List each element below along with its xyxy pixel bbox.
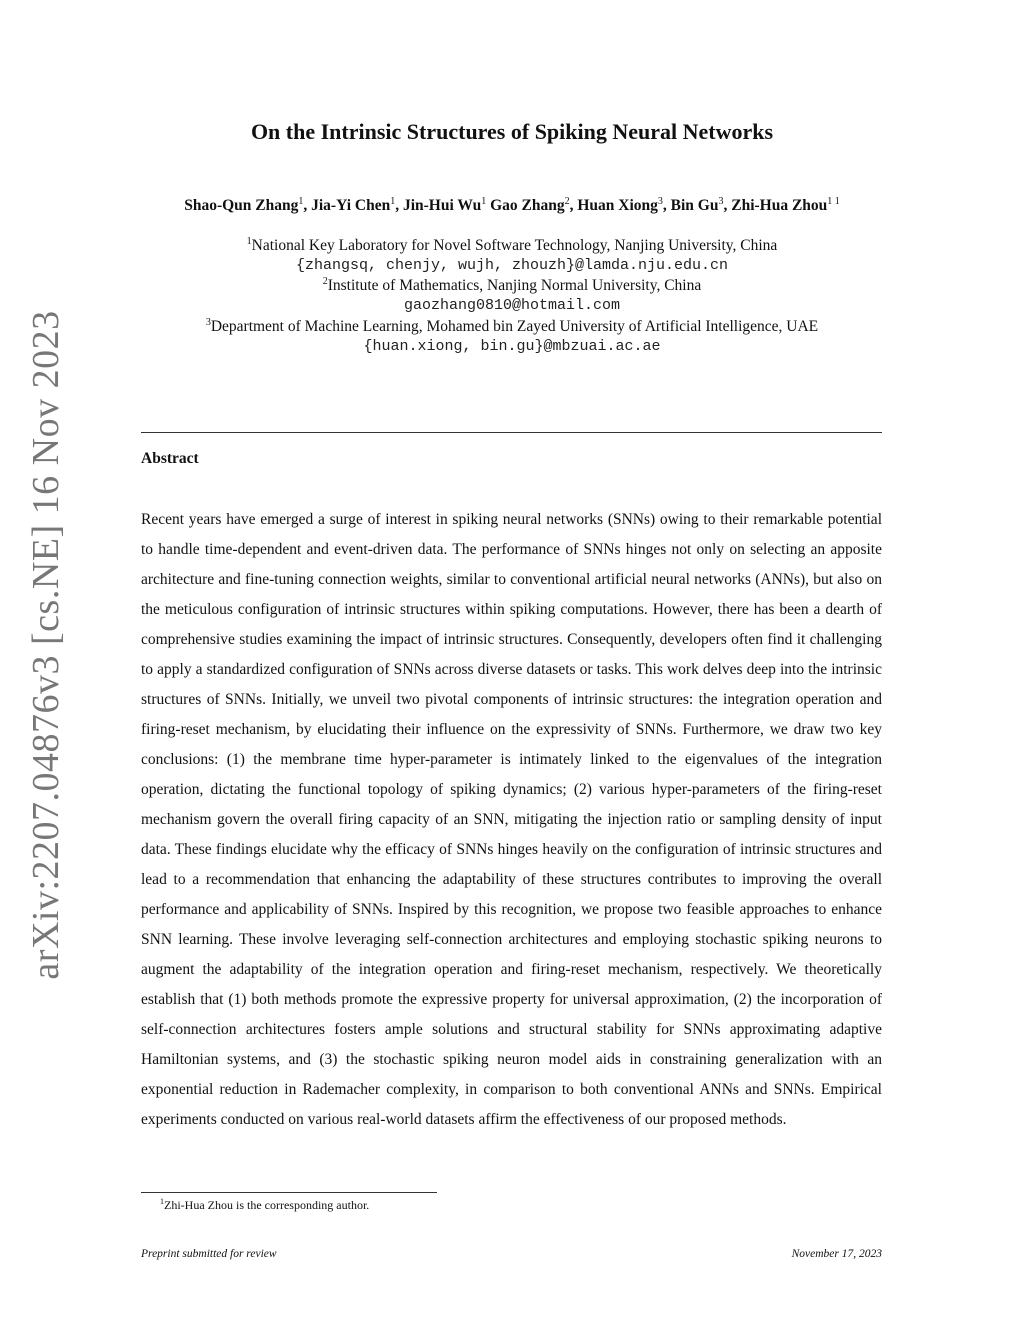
author: Bin Gu$^3$,	[670, 196, 732, 215]
author: Shao-Qun Zhang$^1$,	[184, 196, 312, 215]
author: Huan Xiong$^3$,	[577, 196, 671, 215]
abstract-heading: Abstract	[141, 450, 199, 467]
author: Jin-Hui Wu$^1$	[402, 196, 487, 215]
footnote-divider	[141, 1192, 437, 1193]
author: Zhi-Hua Zhou$^{1 1}$	[731, 196, 840, 215]
author: Gao Zhang$^2$,	[490, 196, 578, 215]
footer-date: November 17, 2023	[791, 1248, 882, 1260]
affiliation-3-email: {huan.xiong, bin.gu}@mbzuai.ac.ae	[363, 338, 661, 355]
affiliation-1: $^1$National Key Laboratory for Novel Software Technology, Nanjing University, China	[246, 236, 778, 255]
affiliation-2-email: gaozhang0810@hotmail.com	[403, 297, 621, 314]
author-list	[0, 196, 1024, 215]
paper-title: On the Intrinsic Structures of Spiking Neural Networks	[250, 119, 774, 144]
arxiv-stamp	[24, 310, 68, 980]
affiliation-1-email: {zhangsq, chenjy, wujh, zhouzh}@lamda.nju.edu.cn	[295, 257, 729, 274]
affiliation-2: $^2$Institute of Mathematics, Nanjing Normal University, China	[322, 276, 702, 295]
affiliation-3: $^3$Department of Machine Learning, Mohamed bin Zayed University of Artificial Intelligence, UAE	[205, 317, 819, 336]
author: Jia-Yi Chen$^1$,	[311, 196, 403, 215]
arxiv-id: arXiv:2207.04876v3 [cs.NE] 16 Nov 2023	[25, 310, 67, 980]
abstract-text: Recent years have emerged a surge of interest in spiking neural networks (SNNs) owing to their remarkable potential to handle time-dependent and event-driven data. The performance of SNNs hinges not only on selecting an apposite architecture and fine-tuning connection weights, similar to conventional artificial neural networks (ANNs), but also on the meticulous configuration of intrinsic structures within spiking computations. However, there has been a dearth of comprehensive studies examining the impact of intrinsic structures. Consequently, developers often find it challenging to apply a standardized configuration of SNNs across diverse datasets or tasks. This work delves deep into the intrinsic structures of SNNs. Initially, we unveil two pivotal components of intrinsic structures: the integration operation and firing-reset mechanism, by elucidating their influence on the expressivity of SNNs. Furthermore, we draw two key conclusions: (1) the membrane time hyper-parameter is intimately linked to the eigenvalues of the integration operation, dictating the functional topology of spiking dynamics; (2) various hyper-parameters of the firing-reset mechanism govern the overall firing capacity of an SNN, mitigating the injection ratio or sampling density of input data. These findings elucidate why the efficacy of SNNs hinges heavily on the configuration of intrinsic structures and lead to a recommendation that enhancing the adaptability of these structures contributes to improving the overall performance and applicability of SNNs. Inspired by this recognition, we propose two feasible approaches to enhance SNN learning. These involve leveraging self-connection architectures and employing stochastic spiking neurons to augment the adaptability of the integration operation and firing-reset mechanism, respectively. We theoretically establish that (1) both methods promote the expressive property for universal approximation, (2) the incorporation of self-connection architectures fosters ample solutions and structural stability for SNNs approximating adaptive Hamiltonian systems, and (3) the stochastic spiking neuron model aids in constraining generalization with an exponential reduction in Rademacher complexity, in comparison to both conventional ANNs and SNNs. Empirical experiments conducted on various real-world datasets affirm the effectiveness of our proposed methods.	[141, 511, 882, 1128]
footnote: $^1$Zhi-Hua Zhou is the corresponding author.	[160, 1197, 370, 1212]
footer-status: Preprint submitted for review	[141, 1248, 277, 1260]
abstract-divider	[141, 432, 882, 433]
